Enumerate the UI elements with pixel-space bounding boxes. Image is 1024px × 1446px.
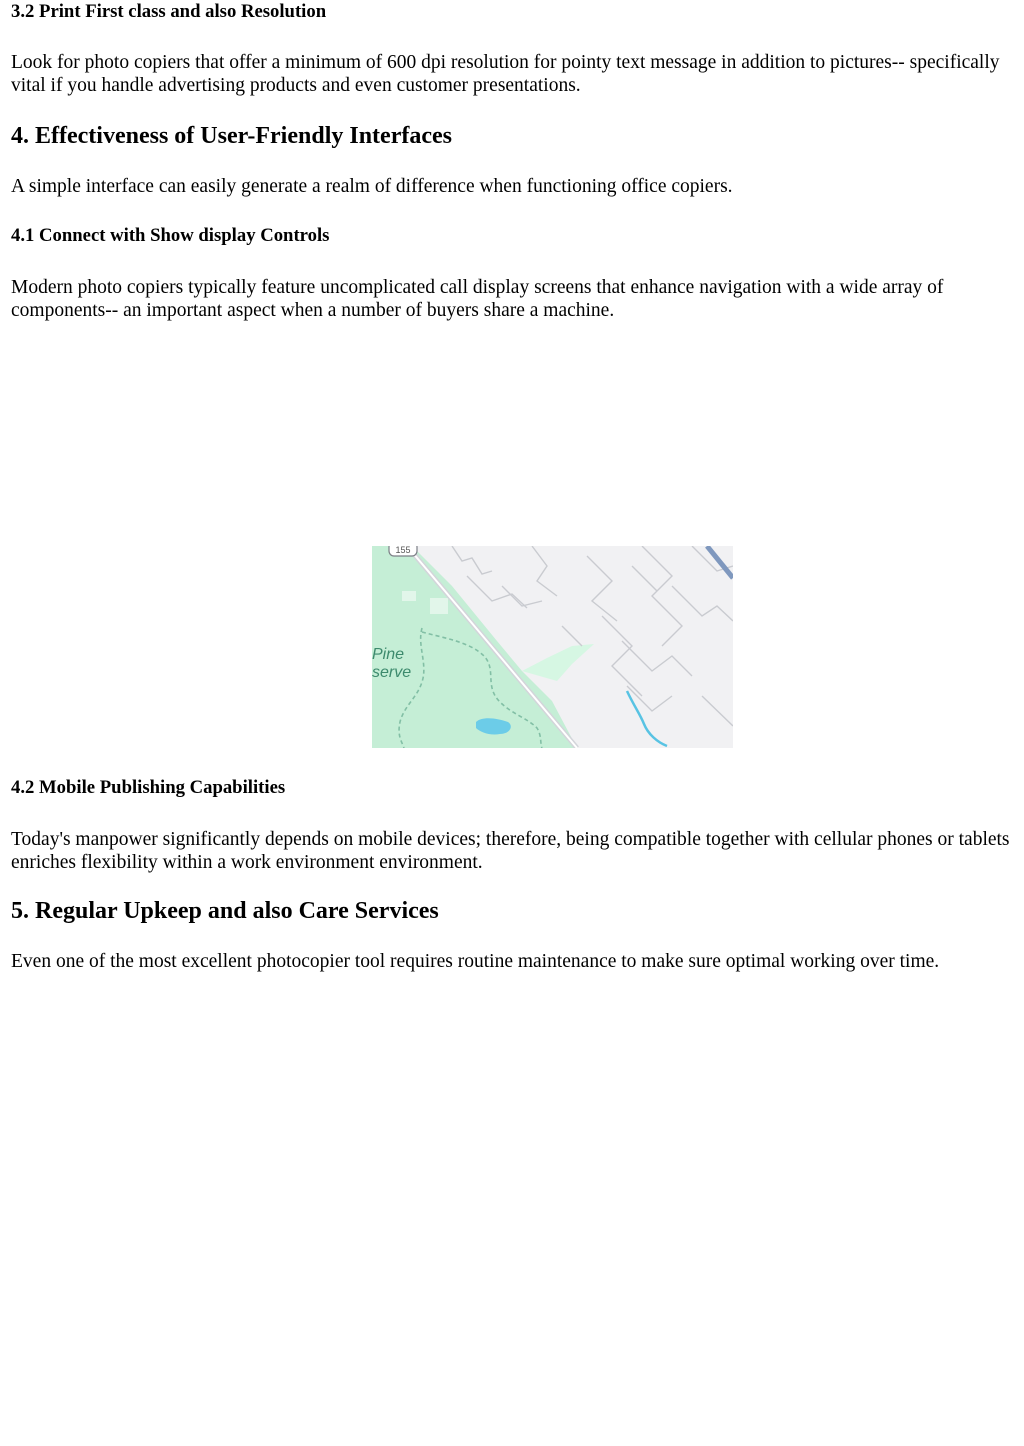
map-image — [372, 546, 733, 748]
paragraph-print-resolution: Look for photo copiers that offer a minimum of 600 dpi resolution for pointy text message in addition to pictures-- specifically vital if you handle advertising products and even customer presentations. — [11, 52, 1000, 96]
heading-upkeep-care: 5. Regular Upkeep and also Care Services — [11, 898, 439, 924]
map-place-label-line1: Pine — [372, 646, 405, 663]
heading-display-controls: 4.1 Connect with Show display Controls — [11, 225, 330, 246]
map-graphic — [372, 546, 733, 748]
route-shield-icon — [389, 546, 417, 556]
map-place-label-line2: serve — [372, 664, 412, 681]
paragraph-mobile-publishing: Today's manpower significantly depends on mobile devices; therefore, being compatible together with cellular phones or tablets enriches flexibility within a work environment environment. — [11, 829, 1010, 873]
heading-print-resolution: 3.2 Print First class and also Resolution — [11, 1, 327, 22]
heading-mobile-publishing: 4.2 Mobile Publishing Capabilities — [11, 777, 286, 798]
route-shield-label: 155 — [395, 546, 411, 555]
paragraph-user-friendly-interfaces: A simple interface can easily generate a realm of difference when functioning office copiers. — [11, 176, 733, 197]
heading-user-friendly-interfaces: 4. Effectiveness of User-Friendly Interfaces — [11, 123, 452, 149]
paragraph-display-controls: Modern photo copiers typically feature uncomplicated call display screens that enhance navigation with a wide array of components-- an important aspect when a number of buyers share a machine. — [11, 277, 944, 321]
paragraph-upkeep-care: Even one of the most excellent photocopier tool requires routine maintenance to make sure optimal working over time. — [11, 951, 940, 972]
